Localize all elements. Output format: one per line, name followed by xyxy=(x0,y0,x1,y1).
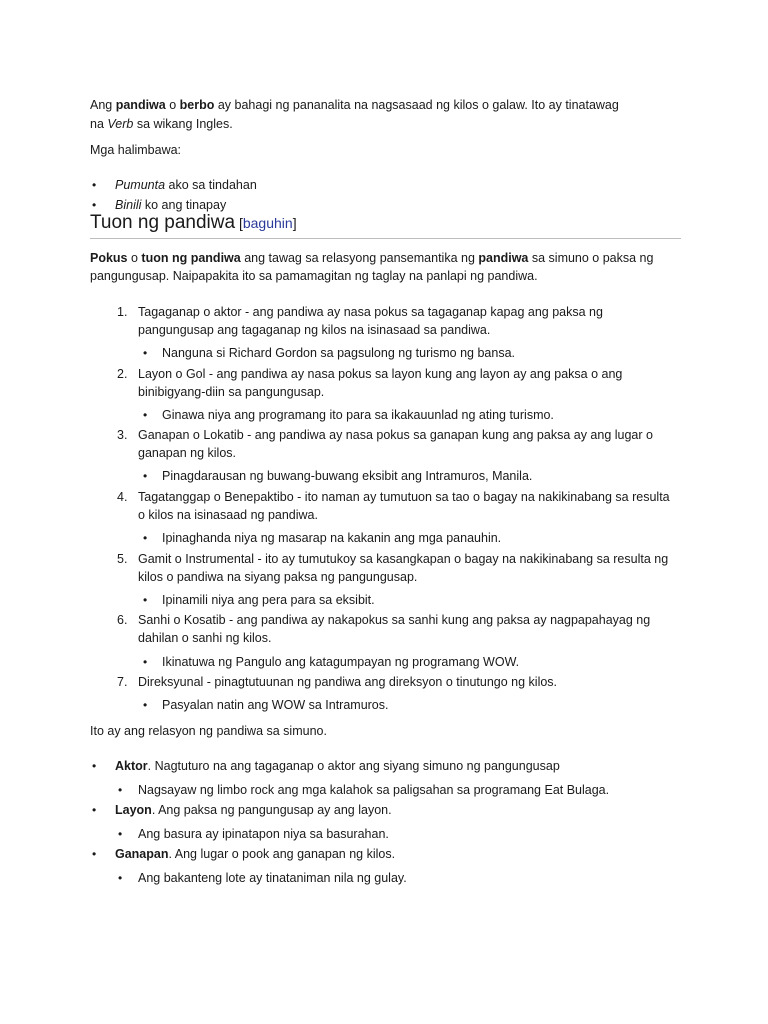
relation-example: Ang basura ay ipinatapon niya sa basurahan. xyxy=(138,827,389,841)
bullet-icon: • xyxy=(118,827,123,841)
list-item-line: dahilan o sanhi ng kilos. xyxy=(138,631,272,645)
bullet-icon: • xyxy=(143,469,148,483)
list-item-line: Sanhi o Kosatib - ang pandiwa ay nakapokus sa sanhi kung ang paksa ay nagpapahayag ng xyxy=(138,613,651,627)
relation-desc: . Ang paksa ng pangungusap ay ang layon. xyxy=(151,803,392,817)
bullet-icon: • xyxy=(92,178,97,192)
relation-term: Aktor xyxy=(115,759,148,773)
list-example: Ipinamili niya ang pera para sa eksibit. xyxy=(162,593,375,607)
example-item xyxy=(115,176,257,195)
list-example: Pinagdarausan ng buwang-buwang eksibit ang Intramuros, Manila. xyxy=(162,469,533,483)
bullet-icon: • xyxy=(143,408,148,422)
relation-intro: Ito ay ang relasyon ng pandiwa sa simuno. xyxy=(90,724,327,738)
focus-paragraph-line2: pangungusap. Naipapakita ito sa pamamagitan ng taglay na panlapi ng pandiwa. xyxy=(90,269,538,283)
list-item-line: Tagatanggap o Benepaktibo - ito naman ay tumutuon sa tao o bagay na nakikinabang sa resulta xyxy=(138,490,670,504)
heading-title: Tuon ng pandiwa xyxy=(90,212,236,233)
edit-bracket-close: ] xyxy=(292,215,297,231)
bullet-icon: • xyxy=(143,655,148,669)
list-number: 7. xyxy=(117,675,128,689)
list-number: 2. xyxy=(117,367,128,381)
list-number: 1. xyxy=(117,305,128,319)
term-pandiwa: pandiwa xyxy=(115,98,166,112)
intro-paragraph-line2 xyxy=(90,115,233,134)
text: sa wikang Ingles. xyxy=(133,117,233,131)
text: ako sa tindahan xyxy=(165,178,257,192)
text: Ang xyxy=(90,98,116,112)
relation-desc: . Ang lugar o pook ang ganapan ng kilos. xyxy=(168,847,396,861)
text: sa simuno o paksa ng xyxy=(528,251,654,265)
term-pokus: Pokus xyxy=(90,251,128,265)
text: ang tawag sa relasyong pansemantika ng xyxy=(240,251,479,265)
relation-desc: . Nagtuturo na ang tagaganap o aktor ang siyang simuno ng pangungusap xyxy=(147,759,560,773)
text: ay bahagi ng pananalita na nagsasaad ng kilos o galaw. Ito ay tinatawag xyxy=(214,98,619,112)
relation-term: Layon xyxy=(115,803,152,817)
bullet-icon: • xyxy=(92,198,97,212)
relation-example: Ang bakanteng lote ay tinataniman nila ng gulay. xyxy=(138,871,407,885)
bullet-icon: • xyxy=(92,803,97,817)
bullet-icon: • xyxy=(118,871,123,885)
list-item-line: kilos o pandiwa na siyang paksa ng pangungusap. xyxy=(138,570,418,584)
heading-divider xyxy=(90,238,681,239)
section-heading xyxy=(90,212,297,234)
list-example: Ipinaghanda niya ng masarap na kakanin ang mga panauhin. xyxy=(162,531,502,545)
text: na xyxy=(90,117,108,131)
bullet-icon: • xyxy=(92,759,97,773)
bullet-icon: • xyxy=(118,783,123,797)
list-item-line: Ganapan o Lokatib - ang pandiwa ay nasa pokus sa ganapan kung ang paksa ay ang lugar o xyxy=(138,428,653,442)
relation-item xyxy=(115,801,392,820)
list-item-line: Layon o Gol - ang pandiwa ay nasa pokus sa layon kung ang layon ay ang paksa o ang xyxy=(138,367,623,381)
list-item-line: ganapan ng kilos. xyxy=(138,446,236,460)
list-item-line: Tagaganap o aktor - ang pandiwa ay nasa pokus sa tagaganap kapag ang paksa ng xyxy=(138,305,603,319)
term-pandiwa: pandiwa xyxy=(478,251,529,265)
list-number: 3. xyxy=(117,428,128,442)
bullet-icon: • xyxy=(143,698,148,712)
list-example: Ginawa niya ang programang ito para sa ikakauunlad ng ating turismo. xyxy=(162,408,554,422)
list-item-line: o kilos na isinasaad ng pandiwa. xyxy=(138,508,318,522)
list-example: Pasyalan natin ang WOW sa Intramuros. xyxy=(162,698,389,712)
focus-paragraph xyxy=(90,249,653,268)
list-example: Ikinatuwa ng Pangulo ang katagumpayan ng programang WOW. xyxy=(162,655,520,669)
list-item-line: Direksyunal - pinagtutuunan ng pandiwa ang direksyon o tinutungo ng kilos. xyxy=(138,675,558,689)
edit-bracket-open: [ xyxy=(235,215,243,231)
bullet-icon: • xyxy=(143,346,148,360)
relation-term: Ganapan xyxy=(115,847,169,861)
list-example: Nanguna si Richard Gordon sa pagsulong ng turismo ng bansa. xyxy=(162,346,515,360)
relation-example: Nagsayaw ng limbo rock ang mga kalahok sa paligsahan sa programang Eat Bulaga. xyxy=(138,783,610,797)
relation-item xyxy=(115,845,395,864)
intro-paragraph xyxy=(90,96,619,115)
list-item-line: binibigyang-diin sa pangungusap. xyxy=(138,385,325,399)
bullet-icon: • xyxy=(143,593,148,607)
list-number: 5. xyxy=(117,552,128,566)
list-number: 4. xyxy=(117,490,128,504)
list-item-line: Gamit o Instrumental - ito ay tumutukoy sa kasangkapan o bagay na nakikinabang sa resulta ng xyxy=(138,552,669,566)
term-verb: Verb xyxy=(107,117,134,131)
text: o xyxy=(127,251,142,265)
examples-label: Mga halimbawa: xyxy=(90,143,182,157)
list-number: 6. xyxy=(117,613,128,627)
edit-link[interactable]: baguhin xyxy=(242,215,293,231)
bullet-icon: • xyxy=(92,847,97,861)
text: o xyxy=(165,98,180,112)
term-tuon: tuon ng pandiwa xyxy=(141,251,241,265)
text: ko ang tinapay xyxy=(141,198,227,212)
relation-item xyxy=(115,757,560,776)
bullet-icon: • xyxy=(143,531,148,545)
example-verb: Pumunta xyxy=(115,178,166,192)
term-berbo: berbo xyxy=(179,98,215,112)
example-verb: Binili xyxy=(115,198,142,212)
list-item-line: pangungusap ang tagaganap ng kilos na isinasaad sa pandiwa. xyxy=(138,323,491,337)
